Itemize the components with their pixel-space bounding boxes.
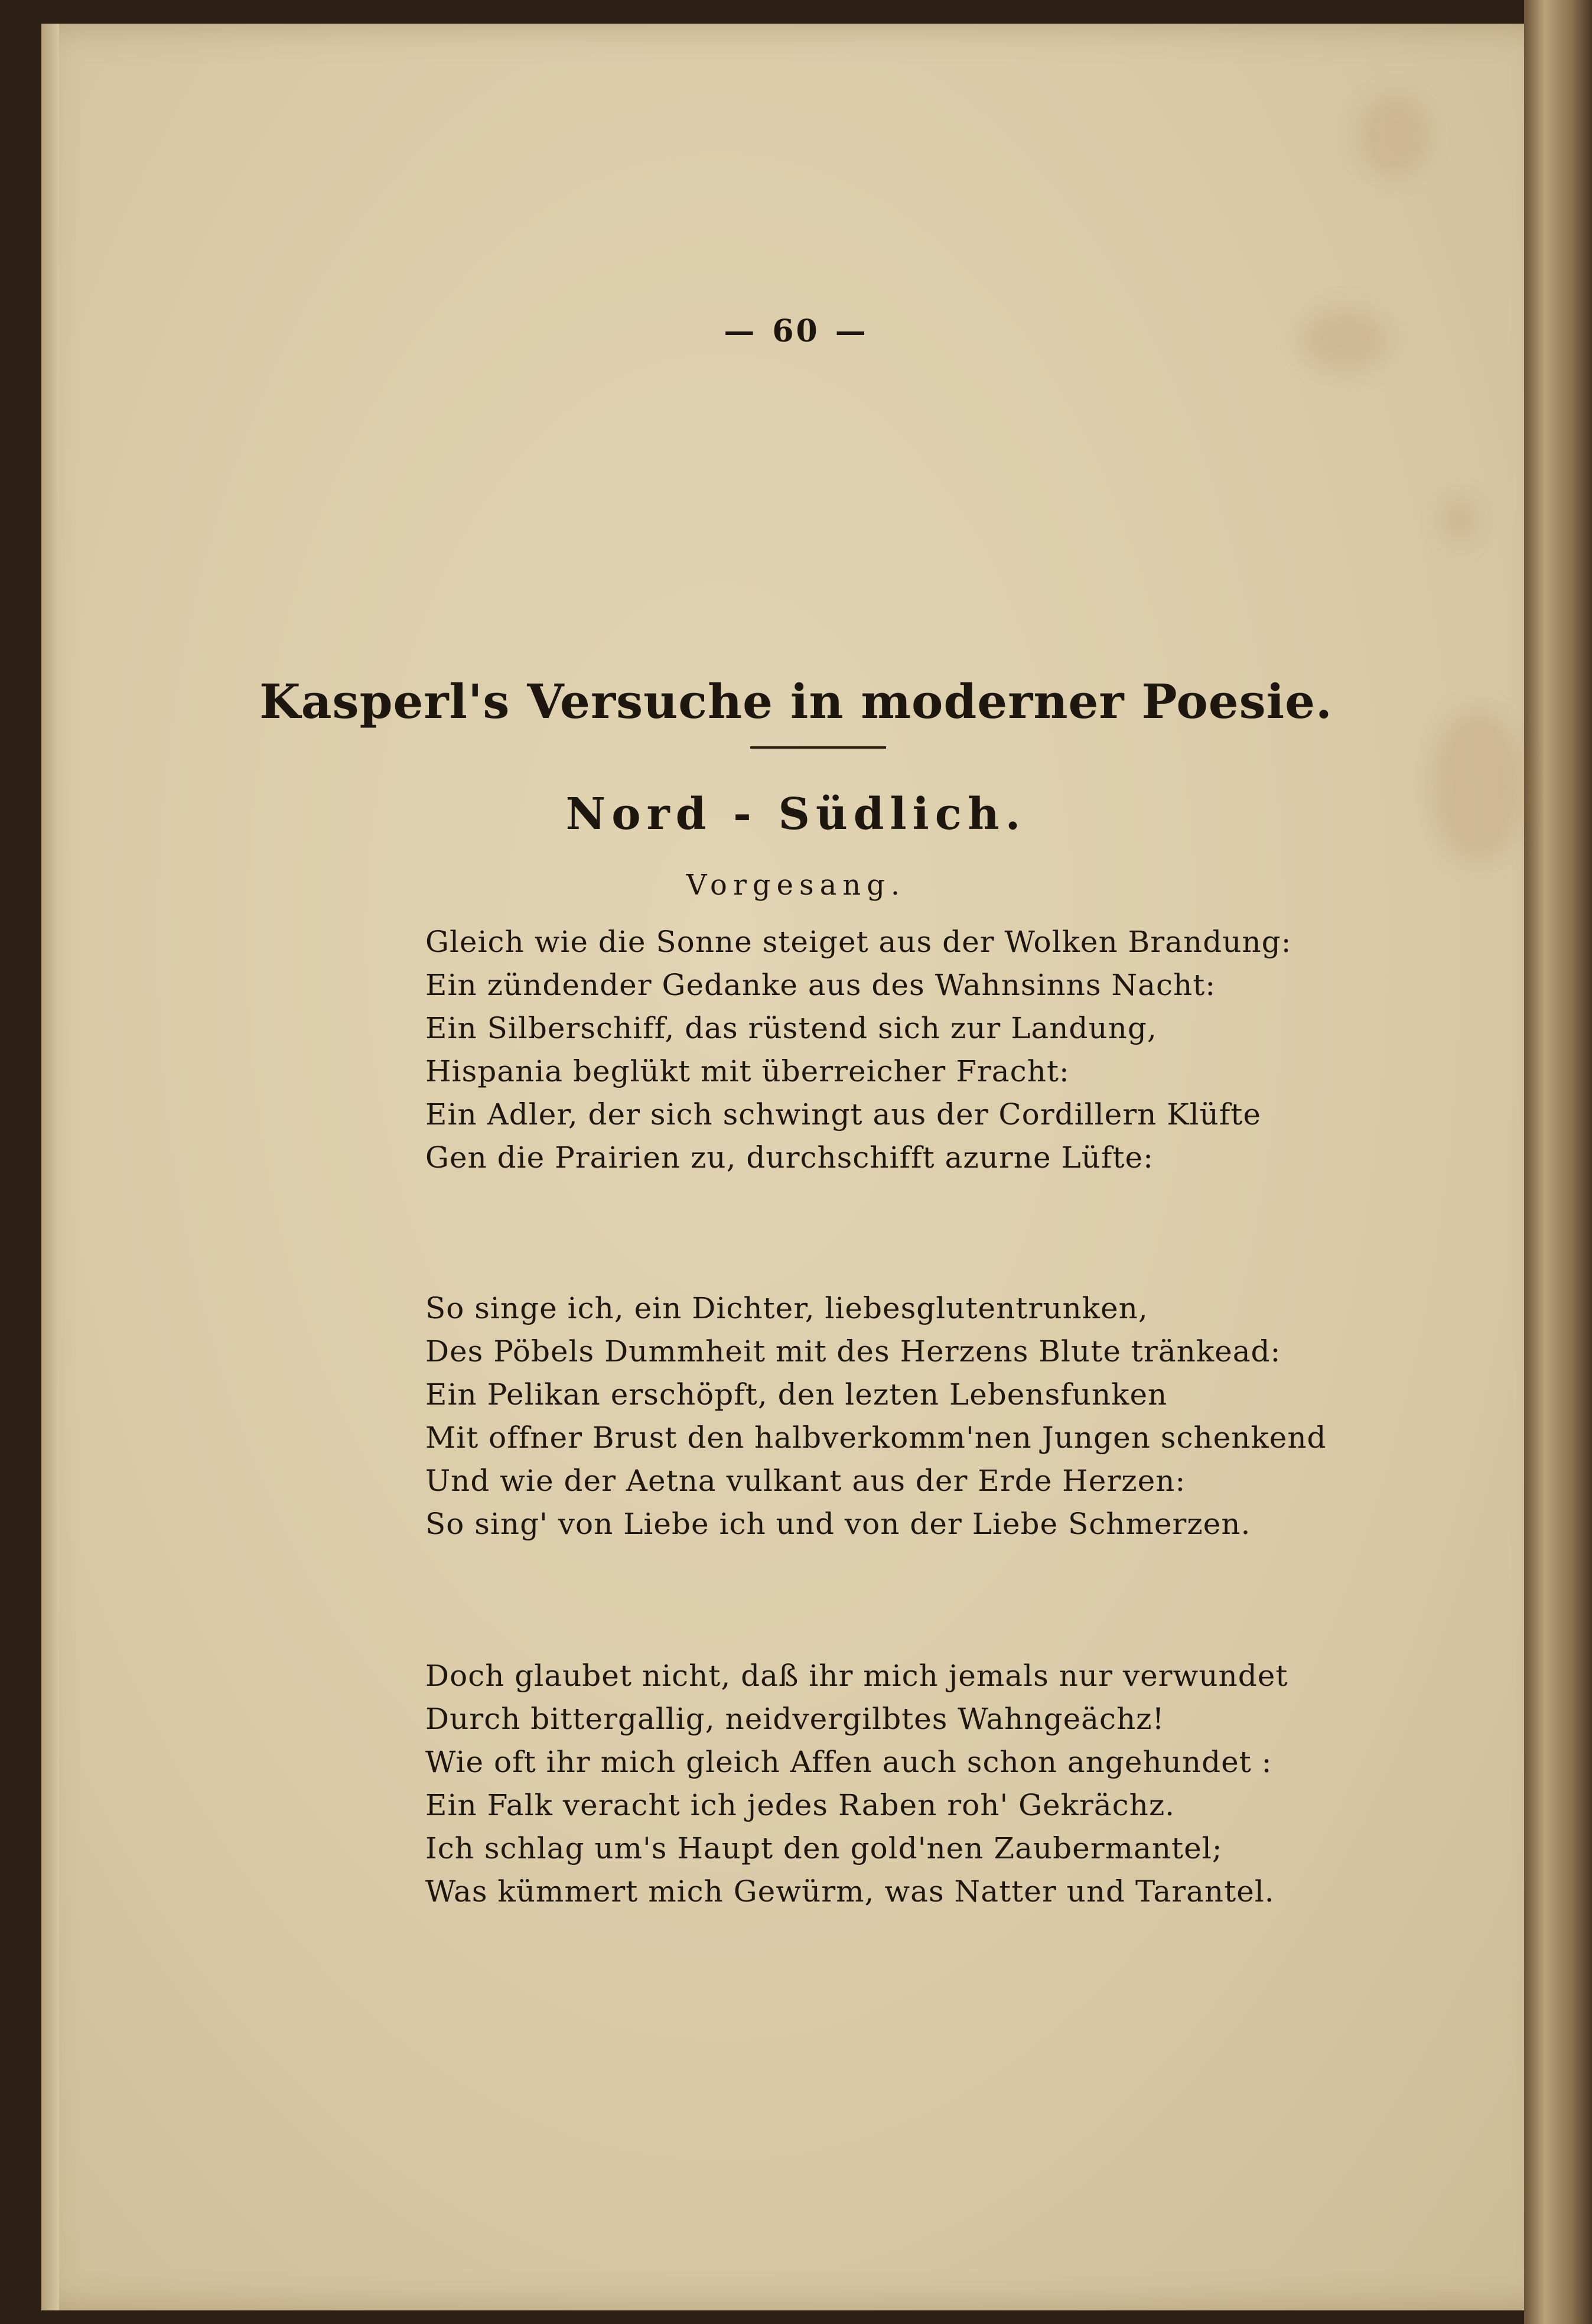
verse-line: Ein zündender Gedanke aus des Wahnsinns Nacht: [425, 968, 1216, 1002]
verse-line: Gen die Prairien zu, durchschifft azurne Lüfte: [425, 1140, 1154, 1175]
page-number-dash-right: — [835, 313, 868, 349]
stanza-2 [425, 1287, 1327, 1546]
title-divider [750, 746, 886, 749]
section-title: Nord - Südlich. [565, 789, 1027, 840]
verse-line: Ein Adler, der sich schwingt aus der Cordillern Klüfte [425, 1097, 1261, 1132]
stanza-3 [425, 1655, 1288, 1913]
verse-line: Was kümmert mich Gewürm, was Natter und Tarantel. [425, 1874, 1275, 1909]
verse-line: Durch bittergallig, neidvergilbtes Wahngeächz! [425, 1702, 1165, 1736]
verse-line: Mit offner Brust den halbverkomm'nen Jungen schenkend [425, 1421, 1327, 1455]
verse-line: Wie oft ihr mich gleich Affen auch schon angehundet : [425, 1745, 1272, 1779]
verse-line: So singe ich, ein Dichter, liebesglutentrunken, [425, 1291, 1148, 1325]
verse-line: Des Pöbels Dummheit mit des Herzens Blute tränkead: [425, 1334, 1281, 1369]
page-number [0, 313, 1592, 349]
stanza-1 [425, 921, 1292, 1179]
verse-line: Gleich wie die Sonne steiget aus der Wolken Brandung: [425, 925, 1292, 959]
article-title: Kasperl's Versuche in moderner Poesie. [259, 674, 1333, 729]
verse-line: Hispania beglükt mit überreicher Fracht: [425, 1054, 1070, 1088]
verse-line: Ich schlag um's Haupt den gold'nen Zaubermantel; [425, 1831, 1223, 1865]
verse-line: Ein Silberschiff, das rüstend sich zur Landung, [425, 1011, 1157, 1045]
verse-line: Doch glaubet nicht, daß ihr mich jemals nur verwundet [425, 1659, 1288, 1693]
page-number-dash-left: — [724, 313, 757, 349]
subsection-title: Vorgesang. [686, 869, 906, 902]
verse-line: So sing' von Liebe ich und von der Liebe Schmerzen. [425, 1507, 1251, 1541]
verse-line: Ein Pelikan erschöpft, den lezten Lebensfunken [425, 1377, 1168, 1412]
page-number-value: 60 [772, 313, 820, 349]
verse-line: Ein Falk veracht ich jedes Raben roh' Gekrächz. [425, 1788, 1176, 1822]
verse-line: Und wie der Aetna vulkant aus der Erde Herzen: [425, 1464, 1186, 1498]
